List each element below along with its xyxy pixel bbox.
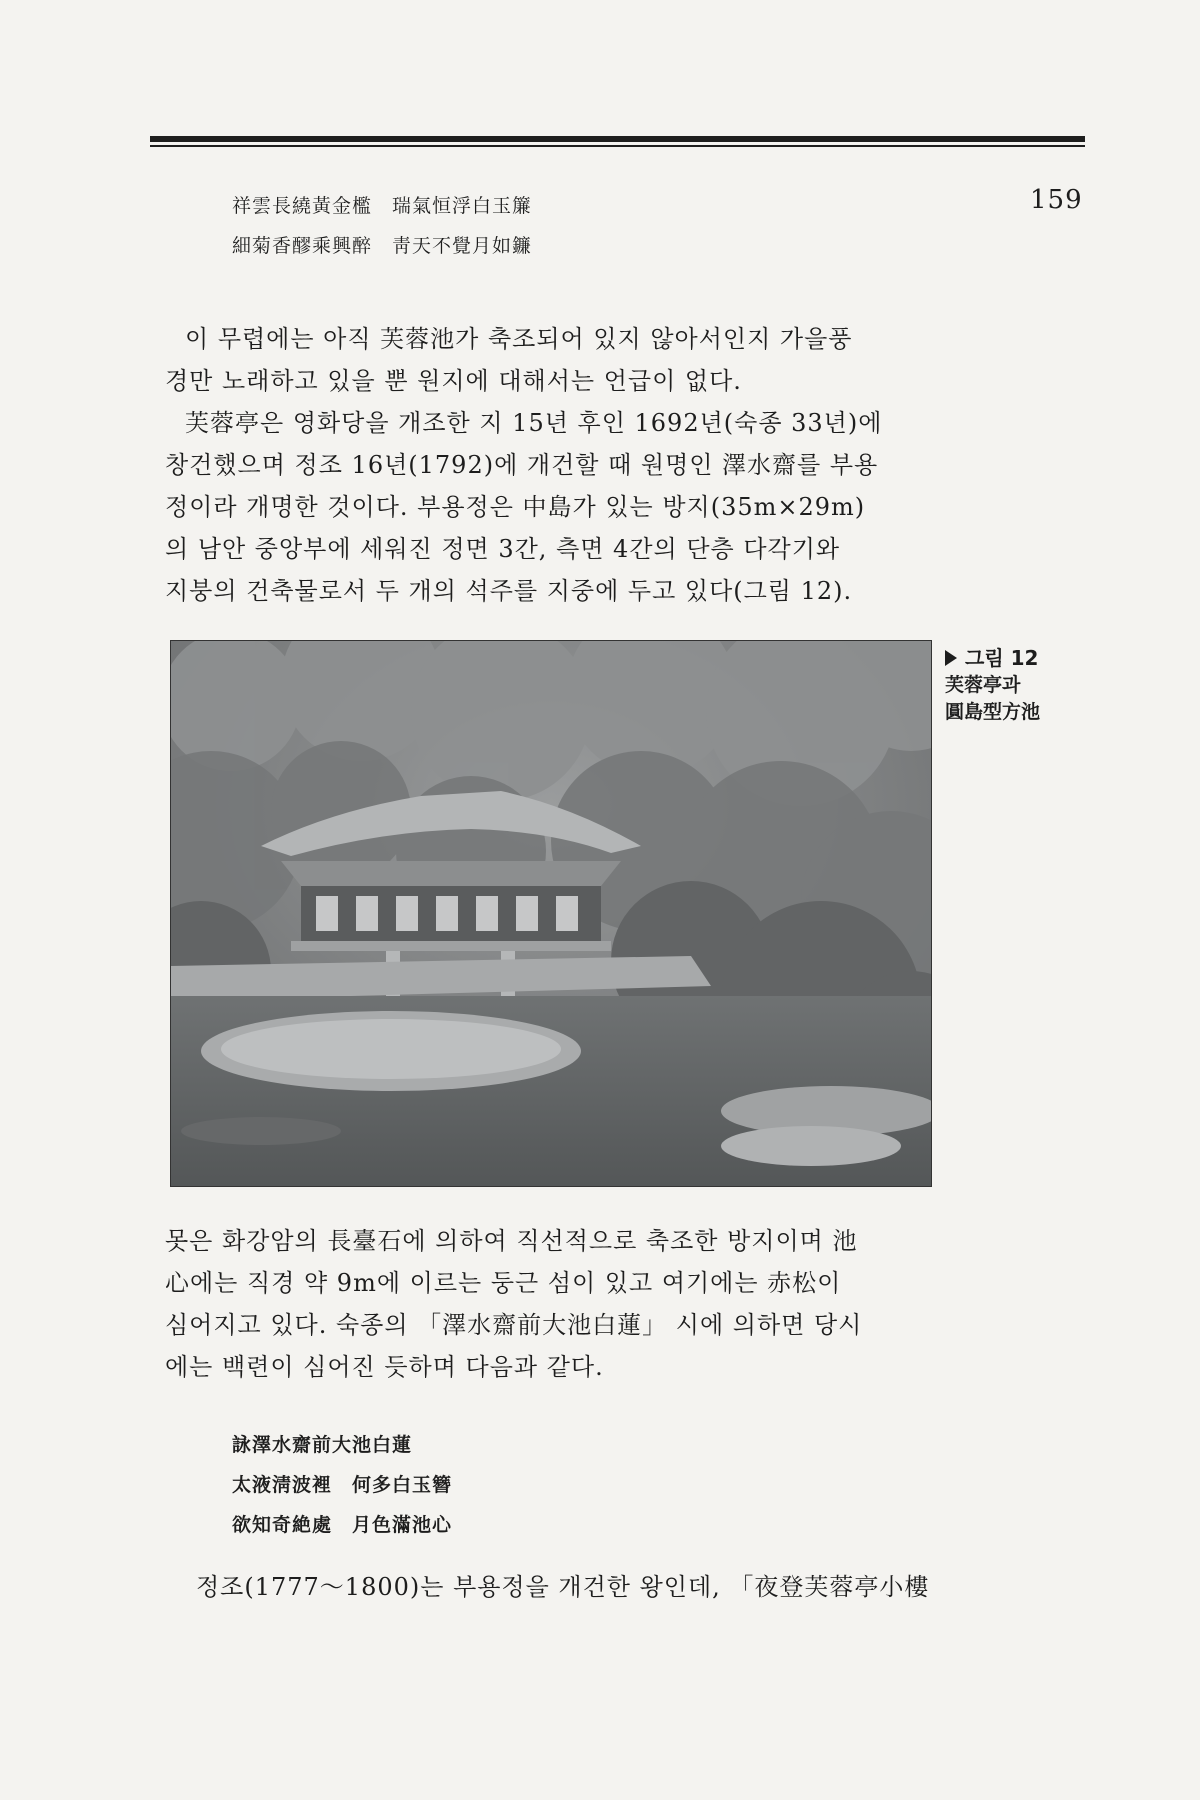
figure-caption-label: 그림 12: [965, 646, 1039, 670]
paragraph-line: 지붕의 건축물로서 두 개의 석주를 지중에 두고 있다(그림 12).: [165, 577, 853, 605]
poem-bottom-line: 欲知奇絶處 月色滿池心: [232, 1514, 453, 1536]
paragraph-line: 芙蓉亭은 영화당을 개조한 지 15년 후인 1692년(숙종 33년)에: [185, 409, 883, 437]
paragraph-line: 경만 노래하고 있을 뿐 원지에 대해서는 언급이 없다.: [165, 367, 742, 395]
poem-top-line: 祥雲長繞黃金檻 瑞氣恒浮白玉簾: [232, 195, 533, 217]
header-rule-thick: [150, 136, 1085, 142]
paragraph-1: [165, 318, 945, 612]
page-number: 159: [1030, 185, 1083, 215]
poem-bottom: [232, 1425, 452, 1545]
paragraph-line: 못은 화강암의 長臺石에 의하여 직선적으로 축조한 방지이며 池: [165, 1227, 858, 1255]
paragraph-2: [165, 1220, 945, 1388]
poem-bottom-line: 太液淸波裡 何多白玉簪: [232, 1474, 453, 1496]
paragraph-line: 정이라 개명한 것이다. 부용정은 中島가 있는 방지(35m×29m): [165, 493, 866, 521]
figure-caption: [945, 645, 1040, 726]
paragraph-line: 창건했으며 정조 16년(1792)에 개건할 때 원명인 澤水齋를 부용: [165, 451, 879, 479]
paragraph-line: 이 무렵에는 아직 芙蓉池가 축조되어 있지 않아서인지 가을풍: [185, 325, 853, 353]
poem-top-line: 細菊香醪乘興醉 靑天不覺月如鐮: [232, 235, 533, 257]
paragraph-line: 心에는 직경 약 9m에 이르는 둥근 섬이 있고 여기에는 赤松이: [165, 1269, 842, 1297]
figure-caption-line: 圓島型方池: [945, 701, 1041, 723]
header-rule-thin: [150, 145, 1085, 147]
paragraph-line: 심어지고 있다. 숙종의 「澤水齋前大池白蓮」 시에 의하면 당시: [165, 1311, 863, 1339]
triangle-marker-icon: [945, 650, 957, 666]
figure-photo-pavilion: [170, 640, 932, 1187]
pavilion-photo-illustration: [171, 641, 931, 1186]
paragraph-line: 에는 백련이 심어진 듯하며 다음과 같다.: [165, 1353, 604, 1381]
poem-top: [232, 186, 532, 266]
figure-caption-line: 芙蓉亭과: [945, 674, 1021, 696]
figure-caption-label-row: [945, 645, 1040, 672]
paragraph-3-first-line: 정조(1777～1800)는 부용정을 개건한 왕인데, 「夜登芙蓉亭小樓: [196, 1573, 930, 1601]
paragraph-line: 의 남안 중앙부에 세워진 정면 3간, 측면 4간의 단층 다각기와: [165, 535, 841, 563]
poem-bottom-title: 詠澤水齋前大池白蓮: [232, 1434, 413, 1456]
